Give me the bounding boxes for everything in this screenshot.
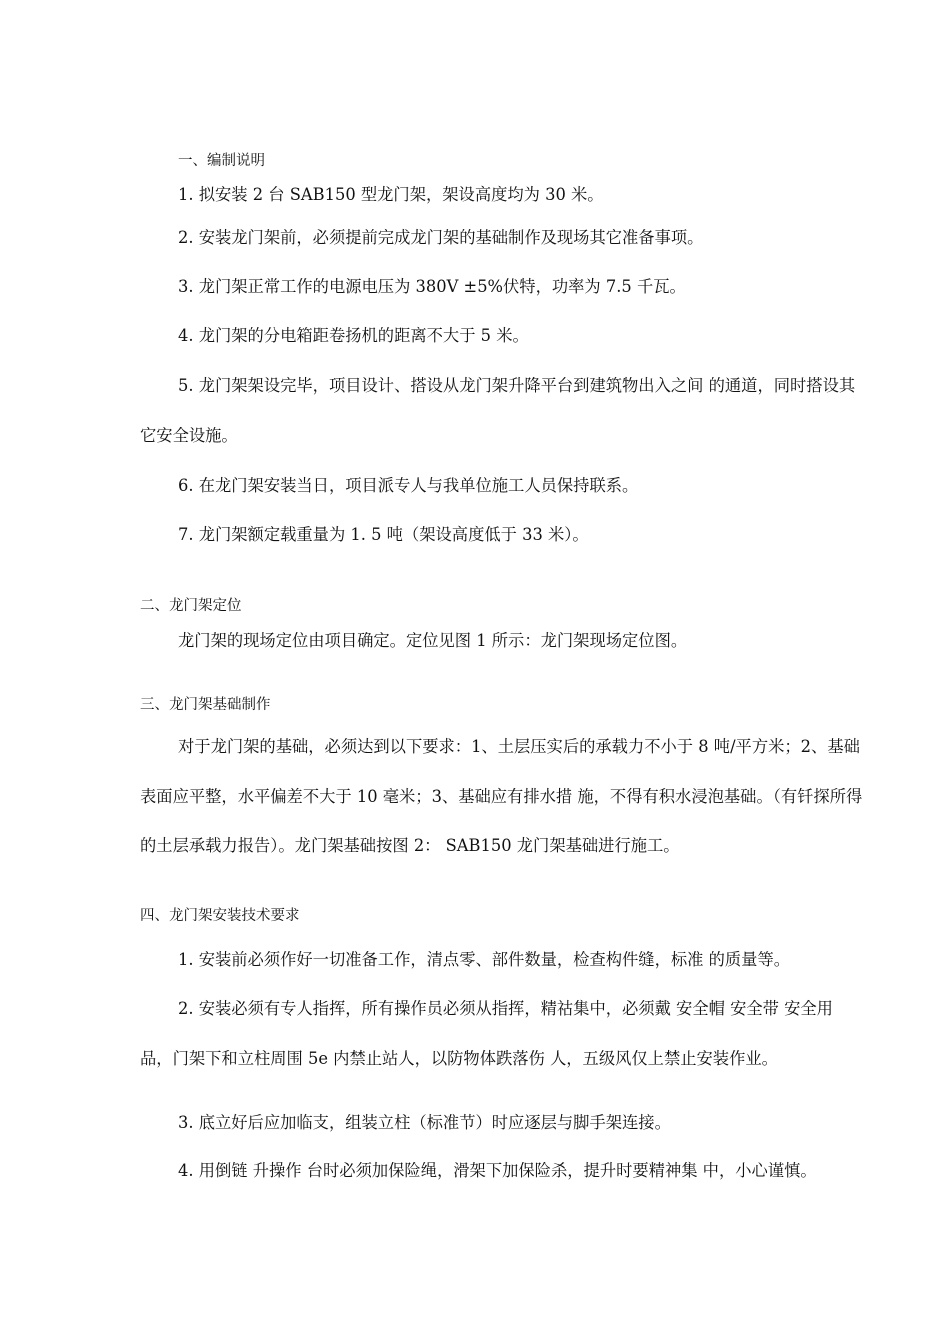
section-1-item-6: 6. 在龙门架安装当日，项目派专人与我单位施工人员保持联系。 — [178, 476, 639, 495]
section-1-item-3: 3. 龙门架正常工作的电源电压为 380V ±5%伏特，功率为 7.5 千瓦。 — [178, 277, 686, 296]
section-2-heading: 二、龙门架定位 — [140, 598, 242, 614]
section-4-item-1: 1. 安装前必须作好一切准备工作，清点零、部件数量，检查构件缝，标准 的质量等。 — [178, 950, 791, 969]
section-4-item-2: 2. 安装必须有专人指挥，所有操作员必须从指挥，精祜集中，必须戴 安全帽 安全带 安全用 — [178, 999, 833, 1018]
section-1-item-2: 2. 安装龙门架前，必须提前完成龙门架的基础制作及现场其它准备事项。 — [178, 228, 704, 247]
section-3-heading: 三、龙门架基础制作 — [140, 697, 271, 713]
section-4-heading: 四、龙门架安装技术要求 — [140, 908, 300, 924]
section-2-paragraph: 龙门架的现场定位由项目确定。定位见图 1 所示：龙门架现场定位图。 — [178, 631, 688, 650]
section-1-item-5-cont: 它安全设施。 — [140, 426, 238, 445]
section-1-item-1: 1. 拟安装 2 台 SAB150 型龙门架，架设高度均为 30 米。 — [178, 185, 604, 204]
section-1-heading: 一、编制说明 — [178, 153, 265, 169]
section-3-line-1: 对于龙门架的基础，必须达到以下要求：1、土层压实后的承载力不小于 8 吨/平方米；2、基础 — [178, 737, 860, 756]
section-4-item-2-cont: 品，门架下和立柱周围 5e 内禁止站人，以防物体跌落伤 人，五级风仅上禁止安装作业。 — [140, 1049, 778, 1068]
section-4-item-4: 4. 用倒链 升操作 台时必须加保险绳，滑架下加保险杀，提升时要精神集 中，小心谨慎。 — [178, 1161, 817, 1180]
section-3-line-3: 的土层承载力报告）。龙门架基础按图 2： SAB150 龙门架基础进行施工。 — [140, 836, 680, 855]
section-4-item-3: 3. 底立好后应加临支，组装立柱（标准节）时应逐层与脚手架连接。 — [178, 1113, 671, 1132]
section-1-item-7: 7. 龙门架额定载重量为 1. 5 吨（架设高度低于 33 米）。 — [178, 525, 589, 544]
section-3-line-2: 表面应平整，水平偏差不大于 10 毫米；3、基础应有排水措 施，不得有积水浸泡基础。（有钎探所得 — [140, 787, 863, 806]
section-1-item-5: 5. 龙门架架设完毕，项目设计、搭设从龙门架升降平台到建筑物出入之间 的通道，同时搭设其 — [178, 376, 856, 395]
section-1-item-4: 4. 龙门架的分电箱距卷扬机的距离不大于 5 米。 — [178, 326, 529, 345]
